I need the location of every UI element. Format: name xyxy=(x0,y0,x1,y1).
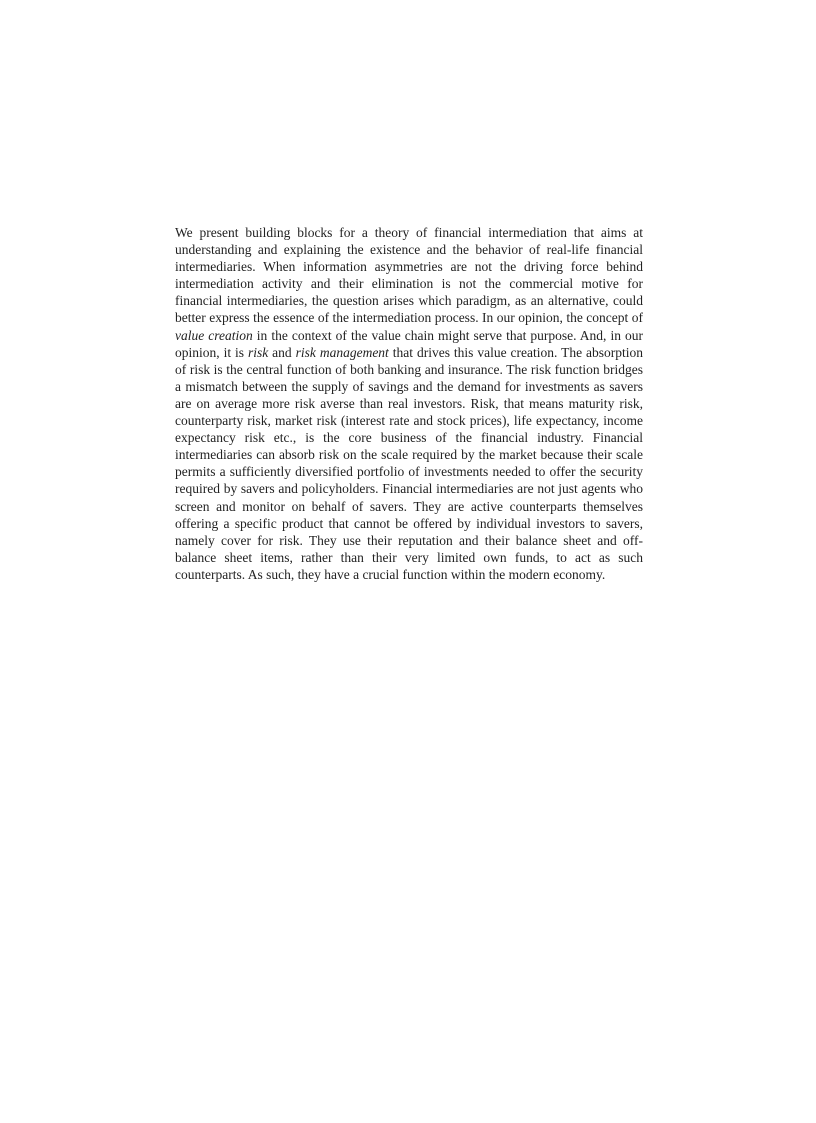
abstract-text-4: that drives this value creation. The absorption of risk is the central function of both banking and insurance. The risk function bridges a mismatch between the supply of savings and the demand for investments as savers are on average more risk averse than real investors. Risk, that means maturity risk, counterparty risk, market risk (interest rate and stock prices), life expectancy, income expectancy risk etc., is the core business of the financial industry. Financial intermediaries can absorb risk on the scale required by the market because their scale permits a sufficiently diversified portfolio of investments needed to offer the security required by savers and policyholders. Financial intermediaries are not just agents who screen and monitor on behalf of savers. They are active counterparts themselves offering a specific product that cannot be offered by individual investors to savers, namely cover for risk. They use their reputation and their balance sheet and off-balance sheet items, rather than their very limited own funds, to act as such counterparts. As such, they have a crucial function within the modern economy. xyxy=(175,344,644,582)
emphasis-risk: risk xyxy=(247,344,269,360)
abstract-text-2: in the context of the value chain might serve that purpose. And, in our opinion, it is xyxy=(175,327,643,360)
emphasis-value-creation: value creation xyxy=(175,327,253,343)
abstract-text-3: and xyxy=(268,344,296,360)
abstract-paragraph xyxy=(175,224,643,583)
abstract-text-1: We present building blocks for a theory of financial intermediation that aims at understanding and explaining the existence and the behavior of real-life financial intermediaries. When information asymmetries are not the driving force behind intermediation activity and their elimination is not the commercial motive for financial intermediaries, the question arises which paradigm, as an alternative, could better express the essence of the intermediation process. In our opinion, the concept of xyxy=(175,225,643,326)
emphasis-risk-management: risk management xyxy=(295,344,389,360)
